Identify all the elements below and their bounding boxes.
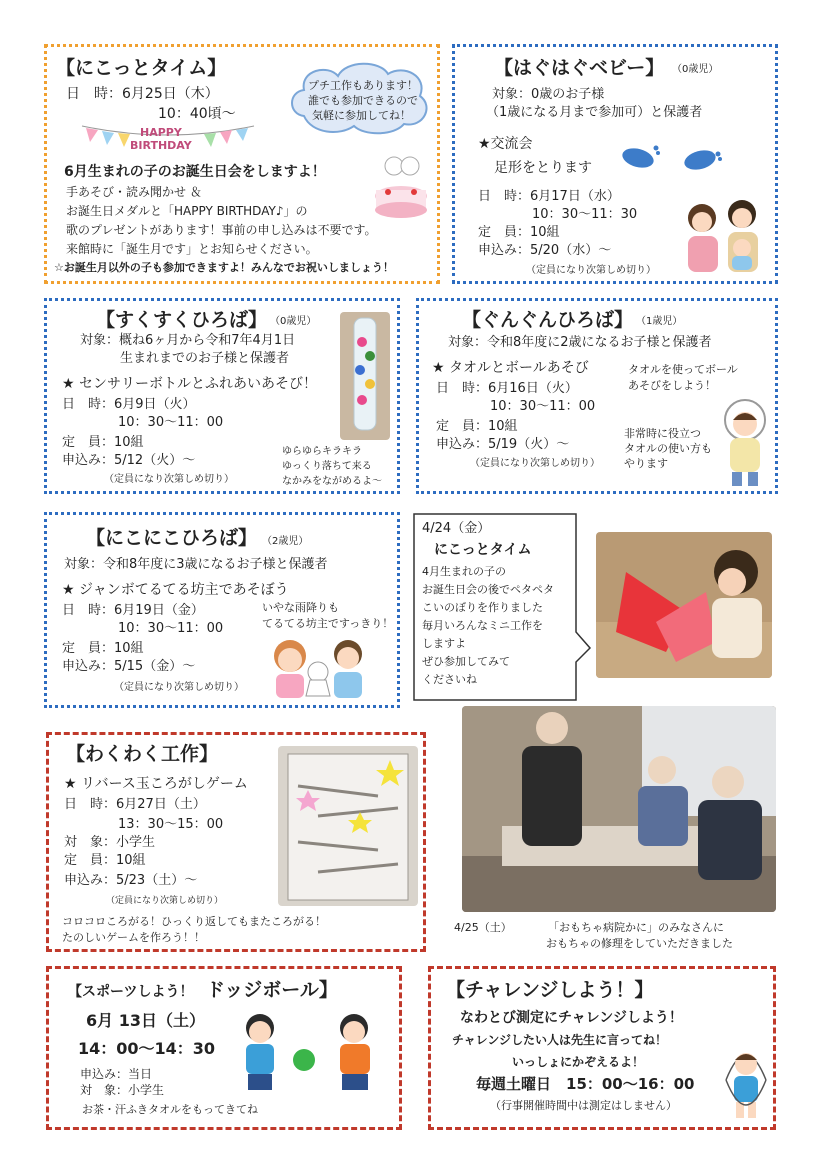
teruteru-illustration (264, 636, 374, 702)
jump-rope-icon (722, 1040, 770, 1124)
toy-repair-image (462, 706, 776, 912)
cake-illustration (370, 152, 432, 222)
niko2-target: 対象：令和8年度に3歳になるお子様と保護者 (64, 557, 328, 572)
bubble-line-1: プチ工作もあります！ (308, 79, 418, 92)
waku-title: 【わくわく工作】 (66, 743, 219, 765)
suku-note: （定員になり次第しめ切り） (104, 474, 234, 485)
family-icon (680, 196, 770, 278)
report1-line-6: ぜひ参加してみて (422, 655, 510, 668)
challenge-line-2: いっしょにかぞえるよ！ (512, 1055, 645, 1069)
challenge-schedule: 毎週土曜日 15：00～16：00 (476, 1075, 695, 1093)
hagu-date: 日 時：6月17日（水） (478, 189, 620, 204)
toy-hospital-photo (462, 706, 776, 912)
waku-date: 日 時：6月27日（土） (64, 797, 206, 812)
hagu-event: ★交流会 (478, 136, 533, 152)
gun-note: （定員になり次第しめ切り） (470, 458, 600, 469)
nikotto-line-3: 歌のプレゼントがあります！事前の申し込みは不要です。 (66, 223, 377, 237)
marble-game-photo (278, 746, 418, 906)
nikotto-headline: 6月生まれの子のお誕生日会をしますよ！ (64, 164, 326, 180)
niko2-note: （定員になり次第しめ切り） (114, 682, 244, 693)
niko2-side-1: いやな雨降りも (262, 601, 339, 614)
nikotto-time: 10：40頃～ (158, 106, 236, 122)
report2-date: 4/25（土） (454, 921, 512, 934)
hagu-activity: 足形をとります (494, 160, 592, 176)
dodgeball-illustration (236, 1008, 392, 1094)
waku-note: （定員になり次第しめ切り） (106, 896, 224, 906)
cake-icon (370, 152, 432, 222)
towel-child-illustration (718, 398, 772, 488)
suku-time: 10：30～11：00 (118, 415, 224, 430)
gun-age: （1歳児） (636, 316, 683, 327)
suku-target-1: 対象：概ね6ヶ月から令和7年4月1日 (80, 333, 296, 348)
hagu-apply: 申込み：5/20（水）～ (478, 243, 612, 258)
bottle-icon (340, 312, 390, 440)
sports-apply: 申込み：当日 (80, 1067, 153, 1081)
challenge-title: 【チャレンジしよう！】 (446, 979, 654, 1001)
marble-board-image (278, 746, 418, 906)
nikotto-line-2: お誕生日メダルと「HAPPY BIRTHDAY♪」の (66, 204, 308, 218)
jump-rope-illustration (722, 1040, 770, 1124)
suku-title: 【すくすくひろば】 (96, 309, 268, 331)
child-craft-image (596, 532, 772, 678)
report2-line-2: おもちゃの修理をしていただきました (546, 937, 733, 950)
banner-birthday: BIRTHDAY (130, 139, 192, 152)
dodgeball-kids-icon (236, 1008, 392, 1094)
kids-teruteru-icon (264, 636, 374, 702)
gun-capacity: 定 員：10組 (436, 419, 518, 434)
bubble-line-2: 誰でも参加できるので (308, 94, 418, 107)
banner-happy: HAPPY (140, 126, 182, 139)
gun-hand-1: タオルを使ってボール (628, 363, 738, 376)
report1-line-7: くださいね (422, 673, 477, 686)
gun-event: ★ タオルとボールあそび (432, 360, 589, 376)
waku-hand-1: コロコロころがる！ひっくり返してもまたころがる！ (62, 915, 326, 928)
hagu-age: （0歳児） (672, 64, 719, 75)
sports-title-prefix: 【スポーツしよう！ (68, 984, 194, 1000)
nikotto-date: 日 時：6月25日（木） (66, 86, 219, 102)
waku-target: 対 象：小学生 (64, 835, 156, 850)
child-towel-icon (718, 398, 772, 488)
gun-side-1: 非常時に役立つ (624, 427, 701, 440)
footprint-icon (618, 142, 728, 174)
report1-line-2: お誕生日会の後でペタペタ (422, 583, 554, 596)
challenge-note: （行事開催時間中は測定はしません） (490, 1099, 677, 1112)
sensory-bottle-photo (340, 312, 390, 440)
suku-hand-3: なかみをながめるよ～ (282, 476, 382, 487)
suku-event: ★ センサリーボトルとふれあいあそび！ (62, 376, 317, 392)
challenge-sub: なわとび測定にチャレンジしよう！ (460, 1010, 683, 1026)
gun-date: 日 時：6月16日（火） (436, 381, 578, 396)
hagu-time: 10：30～11：30 (532, 207, 638, 222)
suku-target-2: 生まれまでのお子様と保護者 (120, 351, 290, 366)
report1-date: 4/24（金） (422, 521, 491, 536)
sports-target: 対 象：小学生 (80, 1083, 165, 1097)
sports-date: 6月 13日（土） (86, 1011, 205, 1030)
niko2-title: 【にこにこひろば】 (86, 527, 258, 549)
gun-title: 【ぐんぐんひろば】 (462, 309, 634, 331)
waku-hand-2: たのしいゲームを作ろう！！ (62, 931, 205, 944)
challenge-line-1: チャレンジしたい人は先生に言ってね！ (452, 1033, 668, 1047)
suku-age: （0歳児） (270, 316, 317, 327)
gun-side-3: やります (624, 457, 668, 470)
suku-hand-2: ゆっくり落ちて来る (282, 461, 372, 472)
niko2-time: 10：30～11：00 (118, 621, 224, 636)
report1-title: にこっとタイム (434, 542, 532, 558)
gun-target: 対象：令和8年度に2歳になるお子様と保護者 (448, 335, 712, 350)
mothers-illustration (680, 196, 770, 278)
suku-date: 日 時：6月9日（火） (62, 397, 196, 412)
nikotto-title: 【にこっとタイム】 (56, 57, 227, 79)
hagu-capacity: 定 員：10組 (478, 225, 560, 240)
nikotto-footer: ☆お誕生月以外の子も参加できますよ！みんなでお祝いしましょう！ (54, 261, 394, 274)
niko2-date: 日 時：6月19日（金） (62, 603, 204, 618)
report1-line-3: こいのぼりを作りました (422, 601, 543, 614)
footprint-illustration (618, 142, 728, 174)
niko2-apply: 申込み：5/15（金）～ (62, 659, 196, 674)
hagu-title: 【はぐはぐベビー】 (494, 57, 665, 79)
gun-hand-2: あそびをしよう！ (628, 379, 716, 392)
nikotto-line-4: 来館時に「誕生月です」とお知らせください。 (66, 242, 318, 256)
report1-line-1: 4月生まれの子の (422, 565, 506, 578)
waku-apply: 申込み：5/23（土）～ (64, 873, 198, 888)
niko2-event: ★ ジャンボてるてる坊主であそぼう (62, 582, 289, 598)
gun-apply: 申込み：5/19（火）～ (436, 437, 570, 452)
waku-event: ★ リバース玉ころがしゲーム (64, 776, 248, 792)
sports-bring: お茶・汗ふきタオルをもってきてね (82, 1103, 258, 1116)
sports-time: 14：00～14：30 (78, 1039, 216, 1058)
hagu-note: （定員になり次第しめ切り） (526, 265, 656, 276)
bubble-line-3: 気軽に参加してね！ (312, 109, 411, 122)
niko2-capacity: 定 員：10組 (62, 641, 144, 656)
sports-title-main: ドッジボール】 (206, 979, 338, 1001)
nikotto-line-1: 手あそび・読み聞かせ ＆ (66, 185, 202, 199)
craft-photo (596, 532, 772, 678)
suku-capacity: 定 員：10組 (62, 435, 144, 450)
gun-time: 10：30～11：00 (490, 399, 596, 414)
niko2-side-2: てるてる坊主ですっきり！ (262, 617, 394, 630)
suku-apply: 申込み：5/12（火）～ (62, 453, 196, 468)
hagu-target-1: 対象：0歳のお子様 (492, 87, 605, 102)
hagu-target-2: （1歳になる月まで参加可）と保護者 (486, 105, 703, 120)
waku-capacity: 定 員：10組 (64, 853, 146, 868)
niko2-age: （2歳児） (262, 536, 309, 547)
report1-line-5: しますよ (422, 637, 466, 650)
suku-hand-1: ゆらゆらキラキラ (282, 446, 362, 457)
report1-line-4: 毎月いろんなミニ工作を (422, 619, 543, 632)
report2-line-1: 「おもちゃ病院かに」のみなさんに (548, 921, 724, 934)
waku-time: 13：30～15：00 (118, 817, 224, 832)
gun-side-2: タオルの使い方も (624, 442, 712, 455)
